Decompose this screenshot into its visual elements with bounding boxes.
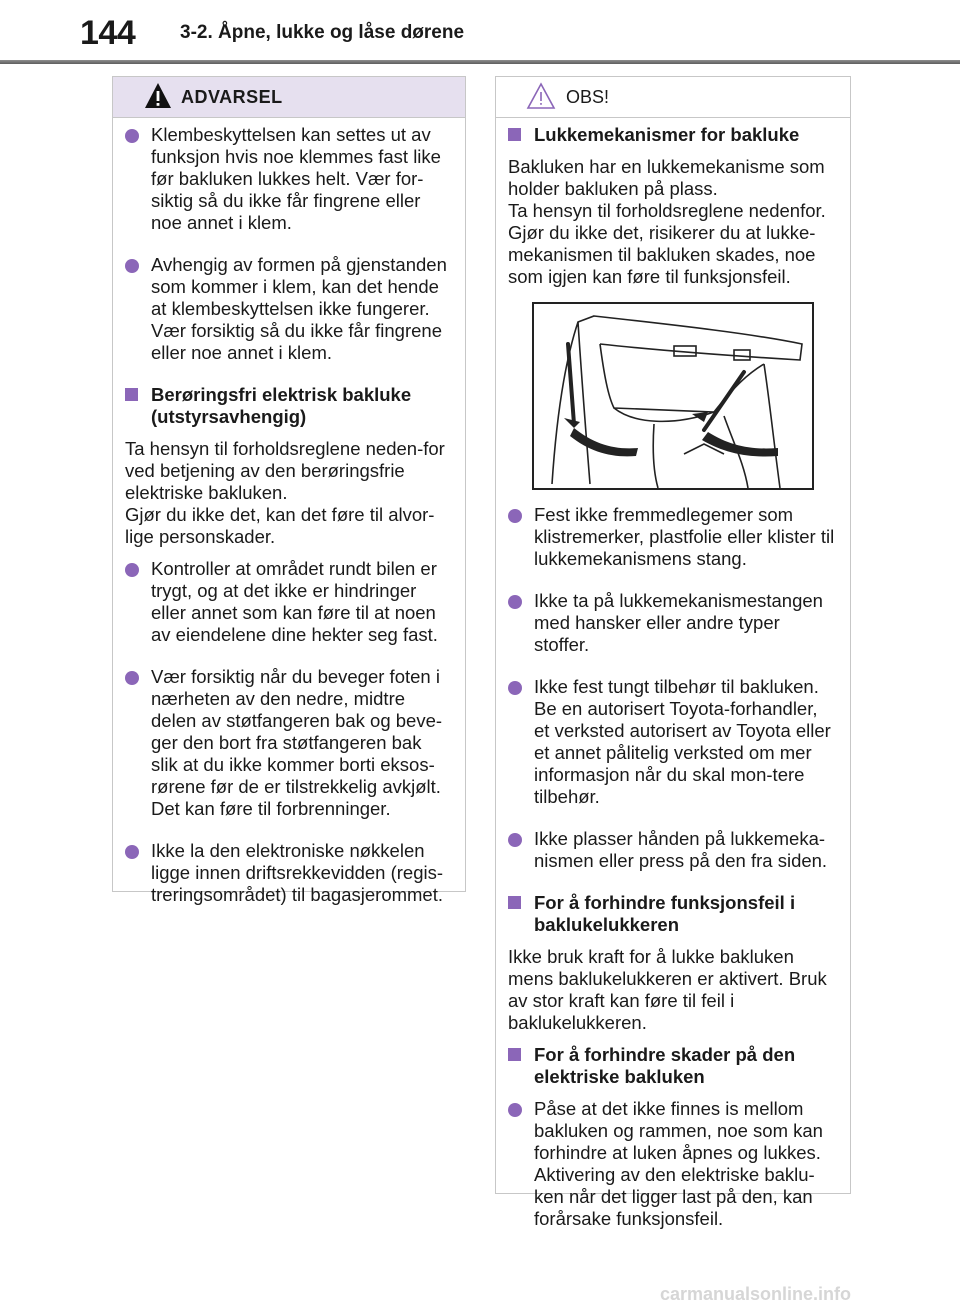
bullet-item: Kontroller at området rundt bilen er trygt, og at det ikke er hindringer eller annet som kan føre til at noen av eiendelene dine hekter seg fast. [125, 558, 451, 646]
bullet-item: Ikke ta på lukkemekanismestangen med hansker eller andre typer stoffer. [508, 590, 836, 656]
bullet-item: Avhengig av formen på gjenstanden som kommer i klem, kan det hende at klembeskyttelsen ikke fungerer. Vær forsiktig så du ikke får fingrene eller noe annet i klem. [125, 254, 451, 364]
bullet-item: Påse at det ikke finnes is mellom bakluken og rammen, noe som kan forhindre at luken åpnes og lukkes. Aktivering av den elektriske baklu-ken når det ligger last på den, kan forårsake funksjonsfeil. [508, 1098, 836, 1230]
sub-heading: Berøringsfri elektrisk bakluke (utstyrsavhengig) [125, 384, 451, 428]
bullet-item: Ikke fest tungt tilbehør til bakluken. Be en autorisert Toyota-forhandler, et verksted autorisert av Toyota eller et annet pålitelig verksted om mer informasjon når du skal mon-tere tilbehør. [508, 676, 836, 808]
watermark: carmanualsonline.info [660, 1284, 852, 1304]
bullet-item: Klembeskyttelsen kan settes ut av funksjon hvis noe klemmes fast like før bakluken lukkes helt. Vær for-siktig så du ikke får fingrene eller noe annet i klem. [125, 124, 451, 234]
warning-body [113, 118, 465, 906]
notice-before-figure [508, 124, 836, 288]
page-header [0, 0, 960, 62]
paragraph: Ta hensyn til forholdsreglene neden-for ved betjening av den berøringsfrie elektriske bakluken. Gjør du ikke det, kan det føre til alvor-lige personskader. [125, 438, 445, 547]
notice-box [495, 76, 851, 1229]
sub-heading: For å forhindre skader på den elektriske bakluken [508, 1044, 836, 1088]
warning-box [112, 76, 466, 905]
notice-box-header [496, 77, 850, 118]
paragraph: Bakluken har en lukkemekanisme som holder bakluken på plass. Ta hensyn til forholdsreglene nedenfor. Gjør du ikke det, risikerer du at lukke-mekanismen til bakluken skades, noe som igjen kan føre til funksjonsfeil. [508, 156, 826, 287]
sub-heading: Lukkemekanismer for bakluke [508, 124, 836, 146]
warning-box-header [113, 77, 465, 118]
notice-body [496, 118, 850, 1230]
bullet-item: Ikke la den elektroniske nøkkelen ligge innen driftsrekkevidden (regis-treringsområdet) til bagasjerommet. [125, 840, 451, 906]
caution-triangle-icon [526, 81, 556, 111]
bullet-item: Fest ikke fremmedlegemer som klistremerker, plastfolie eller klister til lukkemekanismens stang. [508, 504, 836, 570]
notice-after-figure [508, 504, 836, 1230]
sub-heading: For å forhindre funksjonsfeil i baklukelukkeren [508, 892, 836, 936]
header-rule [0, 60, 960, 64]
page-number: 144 [80, 14, 136, 52]
notice-title: OBS! [566, 87, 610, 107]
warning-title: ADVARSEL [181, 87, 283, 107]
bullet-item: Vær forsiktig når du beveger foten i nærheten av den nedre, midtre delen av støtfangeren bak og beve-ger den bort fra støtfangeren bak slik at du ikke kommer borti eksos-rørene før de er tilstrekkelig avkjølt. Det kan føre til forbrenninger. [125, 666, 451, 820]
warning-triangle-icon [143, 81, 173, 111]
bullet-item: Ikke plasser hånden på lukkemeka-nismen eller press på den fra siden. [508, 828, 836, 872]
tailgate-drawing [534, 304, 812, 488]
section-title: 3-2. Åpne, lukke og låse dørene [180, 22, 465, 43]
paragraph: Ikke bruk kraft for å lukke bakluken mens baklukelukkeren er aktivert. Bruk av stor kraft kan føre til feil i baklukelukkeren. [508, 946, 827, 1033]
tailgate-illustration [532, 302, 814, 490]
